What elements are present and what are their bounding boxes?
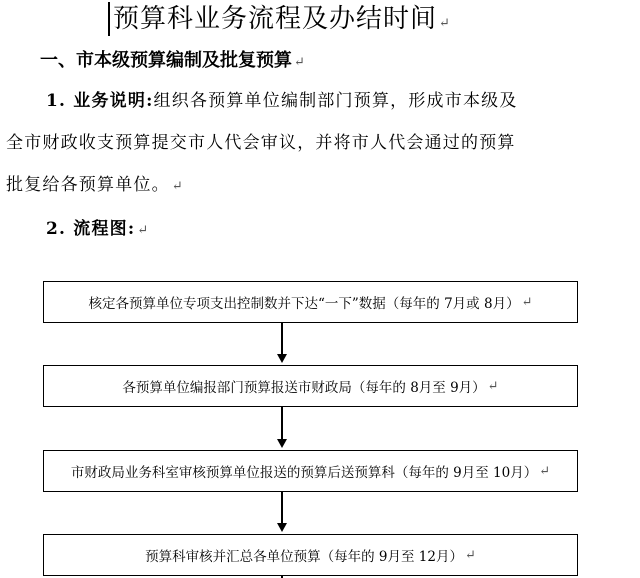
paragraph-mark-icon: ↵ [171, 179, 184, 194]
text-cursor [108, 2, 110, 36]
paragraph-mark-icon: ↵ [439, 16, 451, 31]
paragraph-mark-icon: ↵ [137, 223, 150, 238]
flow-arrow-line [281, 323, 283, 354]
paragraph-mark-icon: ↵ [464, 547, 476, 563]
paragraph-mark-icon: ↵ [521, 294, 533, 310]
business-desc-label: 1. 业务说明: [46, 91, 154, 111]
section-heading: 一、市本级预算编制及批复预算 ↵ [40, 50, 305, 71]
business-desc-line1: 1. 业务说明:组织各预算单位编制部门预算，形成市本级及 [46, 91, 518, 111]
business-desc-line2: 全市财政收支预算提交市人代会审议，并将市人代会通过的预算 [6, 133, 516, 153]
paragraph-mark-icon: ↵ [539, 463, 551, 479]
flow-step-3: 市财政局业务科室审核预算单位报送的预算后送预算科（每年的 9月至 10月） ↵ [43, 450, 578, 492]
paragraph-mark-icon: ↵ [487, 378, 499, 394]
arrow-down-icon [277, 354, 287, 363]
document-title: 预算科业务流程及办结时间 ↵ [113, 4, 451, 34]
flow-arrow-line [281, 492, 283, 523]
flow-step-1: 核定各预算单位专项支出控制数并下达“一下”数据（每年的 7月或 8月） ↵ [43, 281, 578, 323]
flow-step-2: 各预算单位编报部门预算报送市财政局（每年的 8月至 9月） ↵ [43, 365, 578, 407]
flow-arrow-line [281, 407, 283, 439]
arrow-down-icon [277, 523, 287, 532]
paragraph-mark-icon: ↵ [294, 55, 305, 70]
arrow-down-icon [277, 439, 287, 448]
business-desc-line3: 批复给各预算单位。 ↵ [6, 175, 184, 195]
flow-step-4: 预算科审核并汇总各单位预算（每年的 9月至 12月） ↵ [43, 534, 578, 576]
flowchart-label: 2. 流程图: ↵ [46, 219, 150, 239]
